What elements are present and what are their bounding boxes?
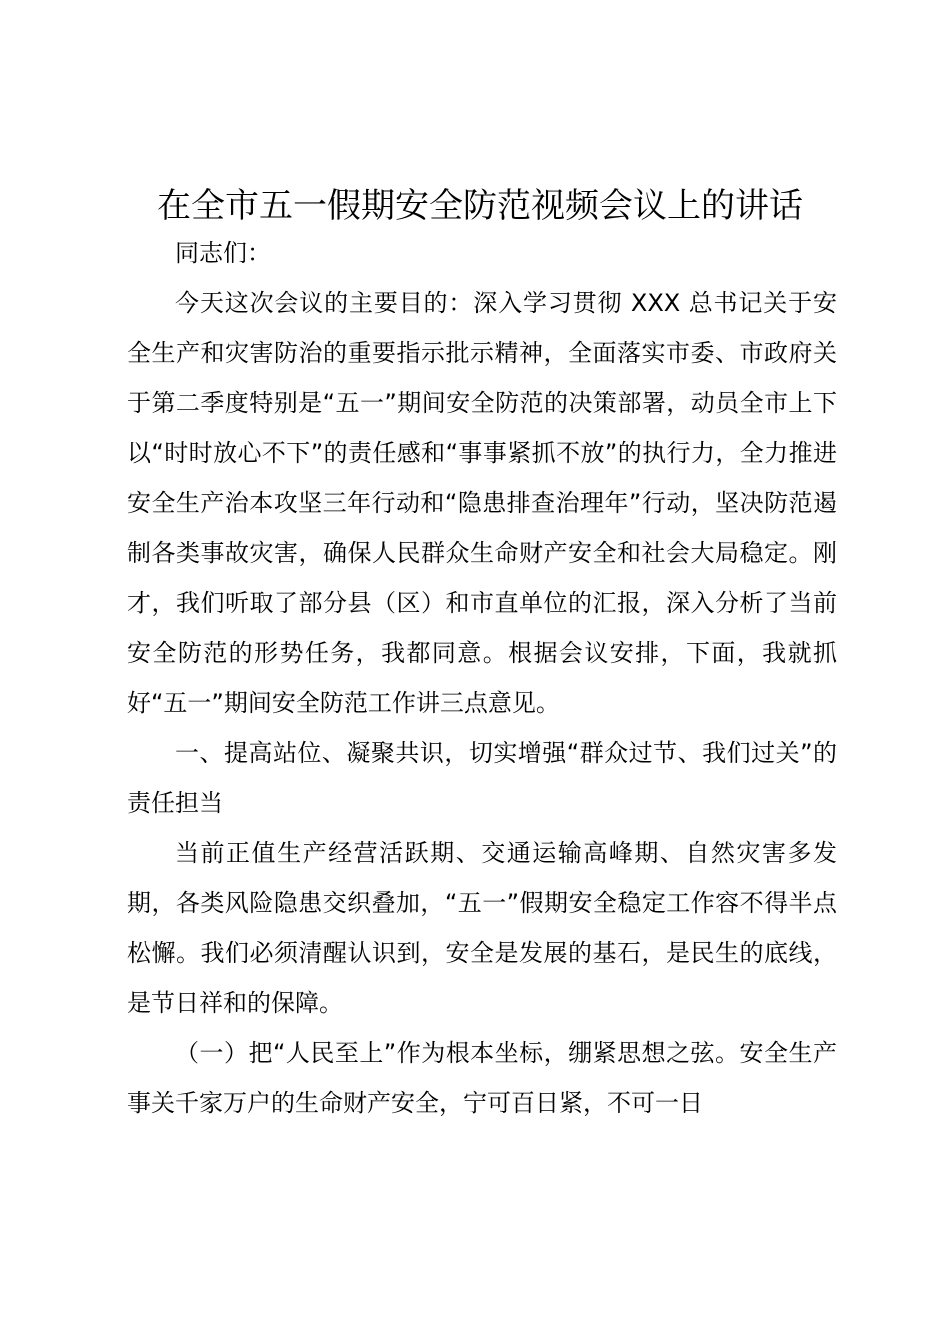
paragraph-situation: 当前正值生产经营活跃期、交通运输高峰期、自然灾害多发期，各类风险隐患交织叠加，“五一”假期安全稳定工作容不得半点松懈。我们必须清醒认识到，安全是发展的基石，是民生的底线，是节日祥和的保障。 (127, 839, 837, 1017)
paragraph-intro: 今天这次会议的主要目的：深入学习贯彻 XXX 总书记关于安全生产和灾害防治的重要指示批示精神，全面落实市委、市政府关于第二季度特别是“五一”期间安全防范的决策部署，动员全市上下以“时时放心不下”的责任感和“事事紧抓不放”的执行力，全力推进安全生产治本攻坚三年行动和“隐患排查治理年”行动，坚决防范遏制各类事故灾害，确保人民群众生命财产安全和社会大局稳定。刚才，我们听取了部分县（区）和市直单位的汇报，深入分析了当前安全防范的形势任务，我都同意。根据会议安排，下面，我就抓好“五一”期间安全防范工作讲三点意见。 (127, 289, 837, 717)
subsection-1-paragraph: （一）把“人民至上”作为根本坐标，绷紧思想之弦。安全生产事关千家万户的生命财产安全，宁可百日紧，不可一日 (127, 1039, 837, 1117)
document-title: 在全市五一假期安全防范视频会议上的讲话 (157, 186, 803, 226)
document-body (127, 228, 837, 1128)
salutation: 同志们： (175, 239, 271, 267)
section-heading-1: 一、提高站位、凝聚共识，切实增强“群众过节、我们过关”的责任担当 (127, 739, 837, 817)
